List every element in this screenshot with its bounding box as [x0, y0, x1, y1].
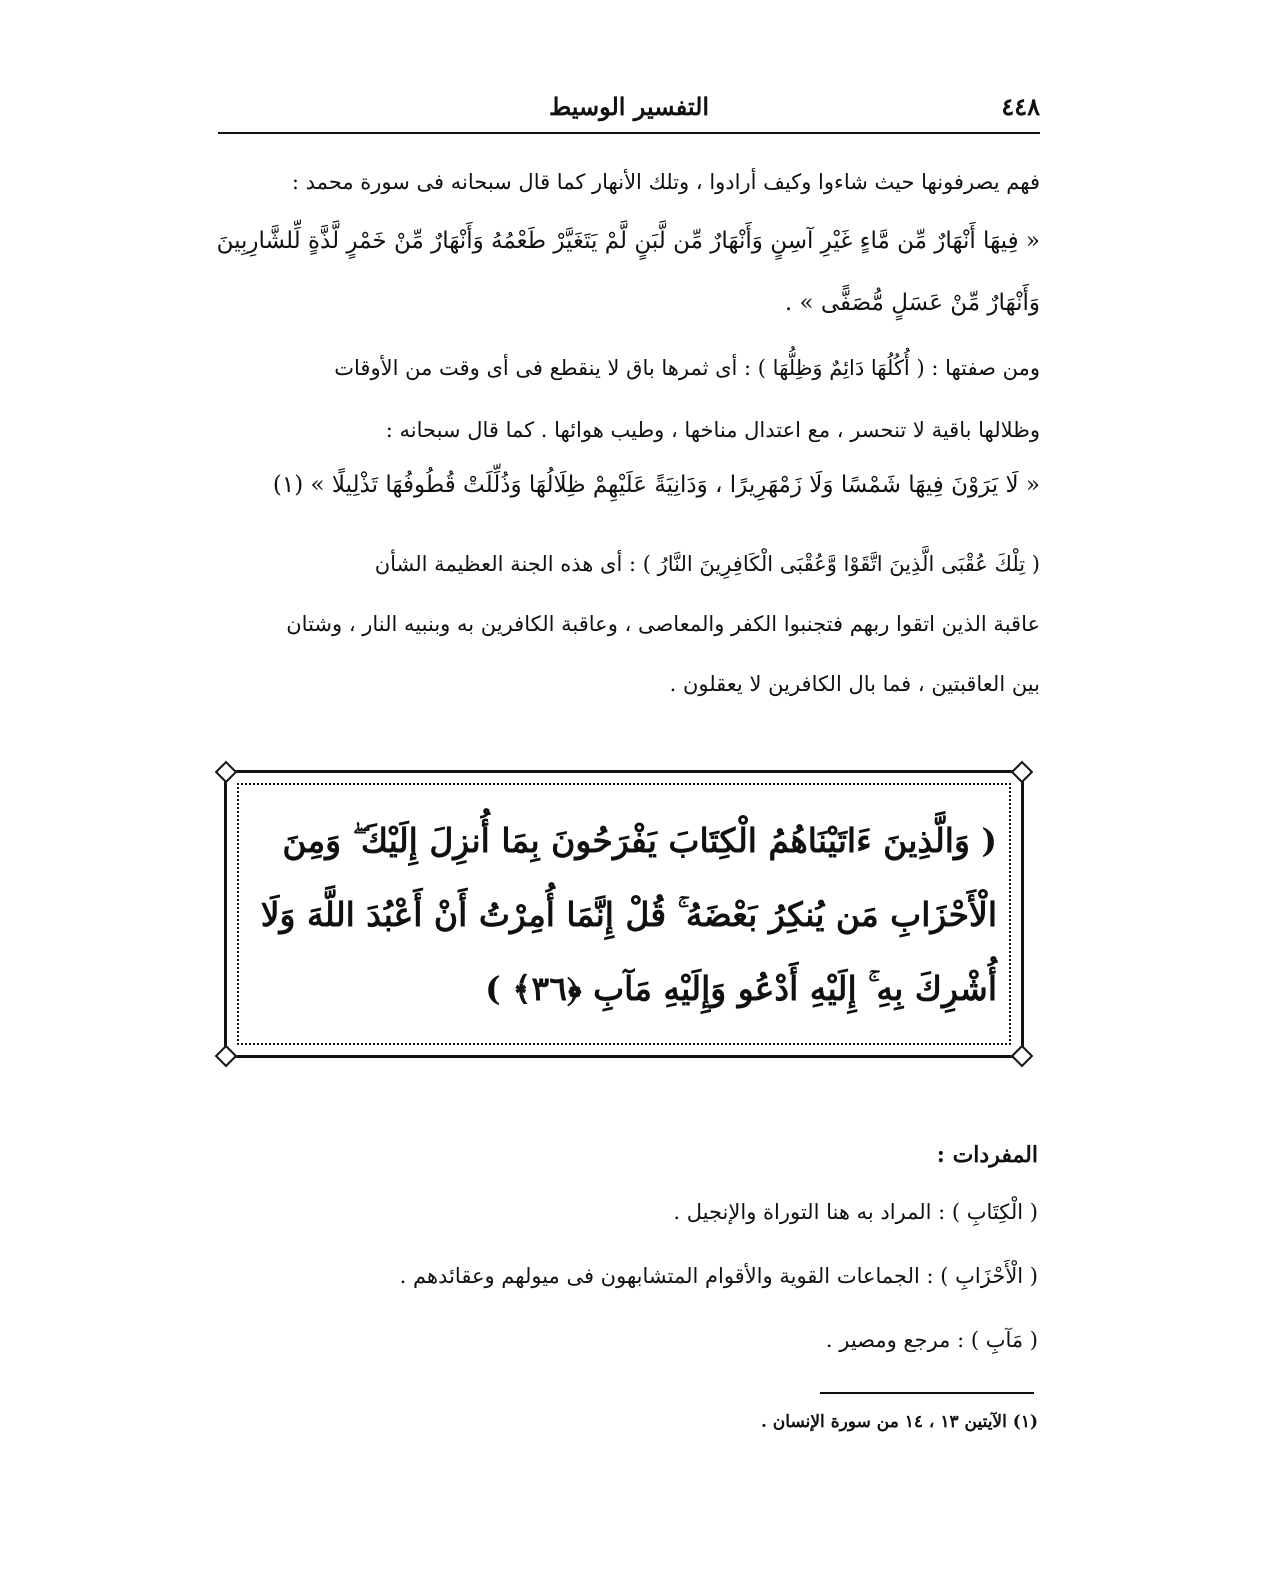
page-header — [218, 88, 1040, 132]
page-number: ٤٤٨ — [1001, 92, 1040, 121]
corner-ornament-icon — [1011, 761, 1034, 784]
verse-line3: أُشْرِكَ بِهِ ۚ إِلَيْهِ أَدْعُو وَإِلَيْهِ مَآبِ ﴿٣٦﴾ ) — [485, 969, 997, 1008]
vocabulary-item: ( مَآبِ ) : مرجع ومصير . — [825, 1328, 1038, 1352]
paragraph2-line1: ومن صفتها : ( أُكُلُهَا دَائِمٌ وَظِلُّهَا ) : أى ثمرها باق لا ينقطع فى أى وقت من الأوقات — [334, 356, 1040, 380]
corner-ornament-icon — [1011, 1045, 1034, 1068]
paragraph3-line3: بين العاقبتين ، فما بال الكافرين لا يعقلون . — [669, 672, 1040, 696]
corner-ornament-icon — [215, 1045, 238, 1068]
paragraph1-verse-line1: « فِيهَا أَنْهَارٌ مِّن مَّاءٍ غَيْرِ آسِنٍ وَأَنْهَارٌ مِّن لَّبَنٍ لَّمْ يَتَغَيَّرْ طَعْمُهُ وَأَنْهَارٌ مِّنْ خَمْرٍ لَّذَّةٍ لِّلشَّارِبِينَ — [216, 228, 1040, 254]
verse-line2: الْأَحْزَابِ مَن يُنكِرُ بَعْضَهُ ۚ قُلْ إِنَّمَا أُمِرْتُ أَنْ أَعْبُدَ اللَّهَ وَلَا — [260, 895, 997, 934]
vocabulary-heading: المفردات : — [936, 1142, 1038, 1168]
paragraph3-line1: ( تِلْكَ عُقْبَى الَّذِينَ اتَّقَوْا وَّعُقْبَى الْكَافِرِينَ النَّارُ ) : أى هذه الجنة العظيمة الشأن — [374, 552, 1040, 576]
paragraph2-line2: وظلالها باقية لا تنحسر ، مع اعتدال مناخها ، وطيب هوائها . كما قال سبحانه : — [385, 418, 1040, 442]
verse-line1: ( وَالَّذِينَ ءَاتَيْنَاهُمُ الْكِتَابَ يَفْرَحُونَ بِمَا أُنزِلَ إِلَيْكَ ۖ وَمِنَ — [282, 821, 997, 860]
vocabulary-item: ( الْأَحْزَابِ ) : الجماعات القوية والأقوام المتشابهون فى ميولهم وعقائدهم . — [399, 1264, 1038, 1288]
running-title: التفسير الوسيط — [548, 92, 710, 121]
paragraph1-line1: فهم يصرفونها حيث شاءوا وكيف أرادوا ، وتلك الأنهار كما قال سبحانه فى سورة محمد : — [291, 170, 1040, 194]
paragraph1-verse-line2: وَأَنْهَارٌ مِّنْ عَسَلٍ مُّصَفًّى » . — [784, 290, 1040, 316]
header-rule — [218, 132, 1040, 134]
corner-ornament-icon — [215, 761, 238, 784]
footnote: (١) الآيتين ١٣ ، ١٤ من سورة الإنسان . — [760, 1412, 1038, 1432]
quran-verse-frame — [224, 770, 1024, 1058]
paragraph3-line2: عاقبة الذين اتقوا ربهم فتجنبوا الكفر والمعاصى ، وعاقبة الكافرين به وبنبيه النار ، وشتان — [286, 612, 1040, 636]
vocabulary-item: ( الْكِتَابِ ) : المراد به هنا التوراة والإنجيل . — [673, 1200, 1038, 1224]
footnote-rule — [820, 1392, 1034, 1394]
paragraph2-line3: « لَا يَرَوْنَ فِيهَا شَمْسًا وَلَا زَمْهَرِيرًا ، وَدَانِيَةً عَلَيْهِمْ ظِلَالُهَا وَذُلِّلَتْ قُطُوفُهَا تَذْلِيلًا » (١) — [272, 472, 1040, 498]
